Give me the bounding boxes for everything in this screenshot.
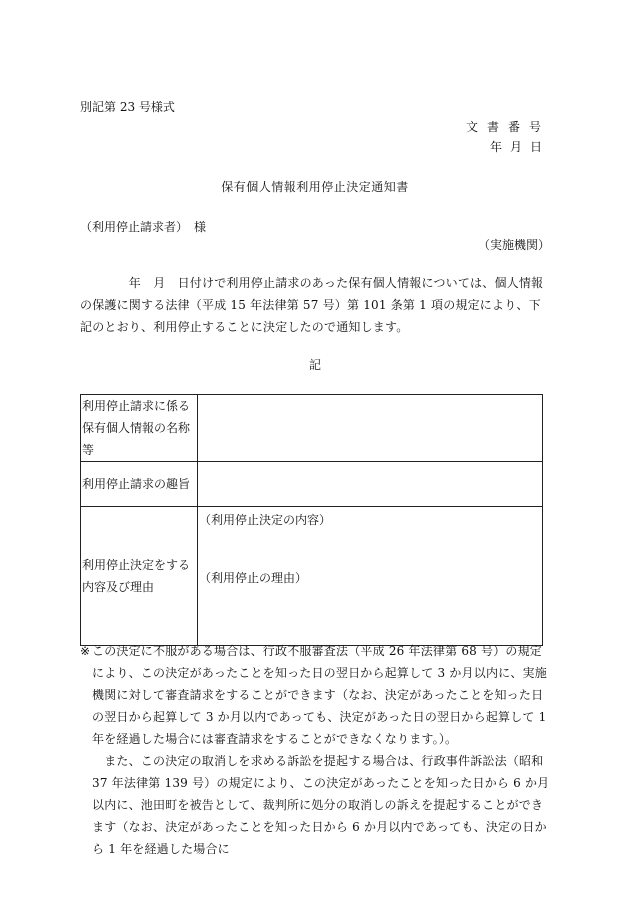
note-mark: ※	[80, 644, 91, 658]
ki-label: 記	[308, 358, 321, 372]
recipient-line: （利用停止請求者） 様	[80, 220, 207, 234]
notes-section	[80, 640, 550, 860]
table-row	[81, 395, 543, 462]
row-value	[198, 507, 543, 646]
decision-reason-label: （利用停止の理由）	[199, 571, 308, 585]
note-paragraph-lawsuit: また、この決定の取消しを求める訴訟を提起する場合は、行政事件訴訟法（昭和 37 年法律第 139 号）の規定により、この決定があったことを知った日から 6 か月以内に、池田町を被告として、裁判所に処分の取消しの訴えを提起することができます（なお、決定があったことを知った日から 6 か月以内であっても、決定の日から 1 年を経過した場合に	[92, 754, 550, 856]
row-label: 利用停止決定をする内容及び理由	[81, 507, 198, 646]
row-value	[198, 395, 543, 462]
body-paragraph: 年 月 日付けで利用停止請求のあった保有個人情報については、個人情報の保護に関する法律（平成 15 年法律第 57 号）第 101 条第 1 項の規定により、下記のとおり、利用停止することに決定したので通知します。	[80, 276, 544, 334]
date-line: 年月日	[489, 140, 550, 154]
note-paragraph-appeal: この決定に不服がある場合は、行政不服審査法（平成 26 年法律第 68 号）の規定により、この決定があったことを知った日の翌日から起算して 3 か月以内に、実施機関に対して審査請求をすることができます（なお、決定があったことを知った日の翌日から起算して 3 か月以内であっても、決定があった日の翌日から起算して 1 年を経過した場合には審査請求をすることができなくなります。）。	[92, 644, 551, 746]
table-row	[81, 462, 543, 507]
document-title: 保有個人情報利用停止決定通知書	[221, 180, 409, 194]
issuer-line: （実施機関）	[477, 238, 550, 252]
detail-table	[80, 394, 543, 646]
form-number: 別記第 23 号様式	[80, 100, 175, 114]
document-number: 文書番号	[465, 120, 550, 134]
row-label: 利用停止請求の趣旨	[81, 462, 198, 507]
table-row	[81, 507, 543, 646]
row-value	[198, 462, 543, 507]
row-label: 利用停止請求に係る保有個人情報の名称等	[81, 395, 198, 462]
decision-content-label: （利用停止決定の内容）	[199, 513, 332, 527]
